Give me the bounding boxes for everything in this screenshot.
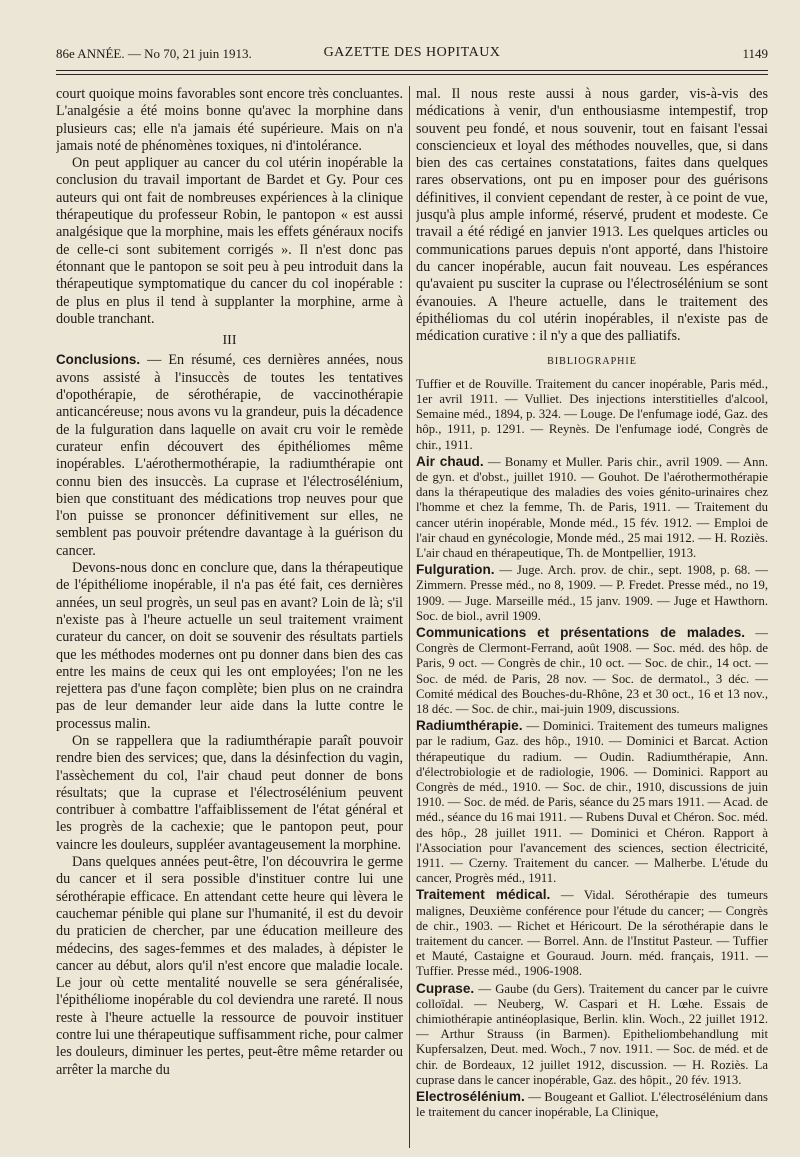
page-number: 1149	[742, 46, 768, 61]
bib-topic-label: Cuprase.	[416, 980, 475, 996]
bib-topic-label: Air chaud.	[416, 453, 484, 469]
paragraph: court quoique moins favorables sont encore très concluantes. L'analgésie a été moins bonne qu'avec la morphine dans plusieurs cas; elle n'a jamais été supérieure. Mais on n'a jamais noté de phénomènes toxiques, ni d'intolérance.	[56, 86, 403, 154]
bibliography-entry: Fulguration. — Juge. Arch. prov. de chir., sept. 1908, p. 68. — Zimmern. Presse méd., no 8, 1909. — P. Fredet. Presse méd., no 19, 1909. — Juge. Marseille méd., 15 janv. 1909. — Juge et Hawthorn. Soc. de biol., avril 1909.	[416, 562, 768, 623]
bibliography-entry: Cuprase. — Gaube (du Gers). Traitement du cancer par le cuivre colloïdal. — Neuberg, W. Caspari et H. Lœhe. Essais de chimiothérapie antinéoplasique, Berlin. klin. Woch., 22 juillet 1912. — Arthur Strauss (in Barmen). Epitheliombehandlung mit Kupfersalzen, Deut. med. Woch., 7 nov. 1911. — Soc. de méd. et de chir. de Bordeaux, 12 juillet 1912, discussion. — H. Roziès. La cuprase dans le cancer inopérable, Gaz. des hôpit., 20 fév. 1913.	[416, 980, 768, 1087]
bib-topic-label: Traitement médical.	[416, 887, 551, 903]
paragraph: mal. Il nous reste aussi à nous garder, vis-à-vis des médications à venir, d'un enthousiasme intempestif, trop souvent peu fondé, et nous souvenir, tout en faisant l'essai consciencieux et loyal des méthodes nouvelles, que, si dans bien des cas certaines constatations, faites dans quelques rares observations, ont pu en imposer pour des guérisons définitives, il convient cependant de rester, à ce point de vue, jusqu'à plus ample informé, réservé, prudent et modeste. Ce travail a été rédigé en janvier 1913. Les quelques articles ou communications parues depuis n'ont apporté, dans l'histoire du cancer inopérable, aucun fait nouveau. Les espérances qu'avaient pu susciter la cuprase ou l'électrosélénium se sont évanouies. A l'heure actuelle, dans le traitement des épithéliomas du col utérin inopérables, il n'existe pas de médication curative : il n'y a que des palliatifs.	[416, 86, 768, 345]
journal-title: GAZETTE DES HOPITAUX	[323, 45, 501, 60]
bib-topic-label: Communications et présentations de malades.	[416, 625, 746, 640]
right-column	[416, 86, 768, 1151]
bibliography-entry: Electrosélénium. — Bougeant et Galliot. L'électrosélénium dans le traitement du cancer inopérable, La Clinique,	[416, 1089, 768, 1120]
column-divider	[409, 86, 410, 1148]
bibliography-entry: Communications et présentations de malades. — Congrès de Clermont-Ferrand, août 1908. — Soc. méd. des hôp. de Paris, 9 oct. — Congrès de chir., 10 oct. — Soc. de chir., 14 oct. — Soc. de méd. de Paris, 28 nov. — Soc. de dermatol., 3 déc. — Comité médical des Bouches-du-Rhône, 23 et 30 oct., 16 et 13 nov., 18 déc. — Soc. de chir., mai-juin 1909, discussions.	[416, 625, 768, 717]
paragraph	[56, 351, 403, 560]
header-rule-top	[56, 70, 768, 71]
bibliography-heading: BIBLIOGRAPHIE	[547, 356, 637, 368]
bibliography-entry: Radiumthérapie. — Dominici. Traitement des tumeurs malignes par le radium, Gaz. des hôp., 1910. — Dominici et Barcat. Action thérapeutique du radium. — Oudin. Radiumthérapie, Ann. d'électrobiologie et de radiologie, 1906. — Dominici. Rapport au Congrès de méd., 1910. — Soc. de chir., 1910, discussions de juin 1910. — Soc. de méd. de Paris, séance du 25 mars 1911. — Acad. de méd., séance du 16 mai 1911. — Rubens Duval et Chéron. Soc. méd. des hôp., 28 juillet 1911. — Dominici et Chéron. Rapport à l'Association pour l'avancement des sciences, section électricité, 1911. — Czerny. Traitement du cancer. — Malherbe. L'étude du cancer, Progrès méd., 1911.	[416, 718, 768, 886]
left-column	[56, 86, 403, 1151]
header-rule-bottom	[56, 74, 768, 75]
bib-topic-label: Radiumthérapie.	[416, 718, 523, 734]
bibliography-entry: Tuffier et de Rouville. Traitement du cancer inopérable, Paris méd., 1er avril 1911. — Vulliet. Des injections interstitielles d'alcool, Semaine méd., 1894, p. 324. — Louge. De l'enfumage iodé, Gaz. des hôp., 1911, p. 1291. — Reynès. De l'enfumage iodé, Congrès de chir., 1911.	[416, 376, 768, 452]
page-header	[56, 44, 768, 66]
paragraph: On se rappellera que la radiumthérapie paraît pouvoir rendre bien des services; que, dans la désinfection du vagin, l'assèchement du col, l'air chaud peut donner de bons résultats; que la cuprase et l'électrosélénium peuvent contribuer à combattre l'affaiblissement de l'état général et les progrès de la cachexie; que le pantopon peut, pour vaincre les douleurs, suppléer avantageusement la morphine.	[56, 732, 403, 853]
bib-topic-label: Electrosélénium.	[416, 1089, 525, 1105]
bibliography-entry: Air chaud. — Bonamy et Muller. Paris chir., avril 1909. — Ann. de gyn. et d'obst., juillet 1910. — Gouhot. De l'aérothermothérapie dans la thérapeutique des maladies des voies génito-urinaires chez l'homme et chez la femme, Th. de Paris, 1911. — Traitement du cancer utérin inopérable, Monde méd., 15 fév. 1912. — Emploi de l'air chaud en gynécologie, Monde méd., 25 mai 1912. — H. Roziès. L'air chaud en thérapeutique, Th. de Montpellier, 1913.	[416, 453, 768, 560]
paragraph-text: — En résumé, ces dernières années, nous avons assisté à l'insuccès de toutes les tentatives d'opothérapie, de sérothérapie, de vaccinothérapie anticancéreuse; nous avons vu la grandeur, puis la décadence de la fulguration dans laquelle on avait cru voir le remède curateur enfin découvert des épithéliomes même inopérables. L'aérothermothérapie, la radiumthérapie ont connu bien des insuccès. La cuprase et l'électrosélénium, bien que constituant des médications trop neuves pour que l'on puisse se prononcer définitivement sur elles, ne semblent pas pouvoir prétendre davantage à la guérison du cancer.	[56, 352, 403, 559]
paragraph: Dans quelques années peut-être, l'on découvrira le germe du cancer et il sera possible d'instituer contre lui une sérothérapie efficace. En attendant cette heure qui lèvera le cauchemar pénible qui plane sur l'humanité, il est du devoir du praticien de chercher, par une éducation meilleure des médecins, des sages-femmes et des malades, à dépister le cancer au début, alors qu'il n'est encore que maladie locale. Le jour où cette mentalité nouvelle se sera généralisée, l'épithéliome inopérable du col deviendra une rareté. Il nous reste à l'heure actuelle la ressource de pouvoir instituer contre lui une thérapeutique suffisamment riche, pour calmer les douleurs, diminuer les pertes, peut-être même retarder ou arrêter la marche du	[56, 854, 403, 1078]
bib-topic-label: Fulguration.	[416, 562, 495, 578]
paragraph: Devons-nous donc en conclure que, dans la thérapeutique de l'épithéliome inopérable, il n'a pas été fait, ces dernières années, un seul progrès, un seul pas en avant? Loin de là; s'il n'existe pas à l'heure actuelle un seul traitement vraiment curateur du cancer, on doit se souvenir des résultats partiels que les méthodes modernes ont pu donner dans bien des cas entre les mains de ceux qui les ont employées; l'on ne les rejettera pas d'une façon complète; bien plus on ne craindra pas de leur demander leur aide dans la lutte contre le processus malin.	[56, 560, 403, 732]
conclusions-heading: Conclusions.	[56, 352, 141, 368]
issue-info: 86e ANNÉE. — No 70, 21 juin 1913.	[56, 46, 252, 61]
bibliography-entry: Traitement médical. — Vidal. Sérothérapie des tumeurs malignes, Deuxième conférence pour l'étude du cancer; — Congrès de chir., 1903. — Richet et Héricourt. De la sérothérapie dans le traitement du cancer. — Borrel. Ann. de l'Institut Pasteur. — Tuffier et Mauté, Castaigne et Gouraud. Journ. méd. français, 1911. — Tuffier. Presse méd., 1906-1908.	[416, 887, 768, 979]
paragraph: On peut appliquer au cancer du col utérin inopérable la conclusion du travail important de Bardet et Gy. Pour ces auteurs qui ont fait de nombreuses expériences à la clinique thérapeutique du professeur Robin, le pantopon « est aussi analgésique que la morphine, mais les effets généraux nocifs de celle-ci sont subitement corrigés ». Il n'est donc pas étonnant que le pantopon se soit peu à peu introduit dans la thérapeutique symptomatique du cancer du col inopérable : de plus en plus il tend à supplanter la morphine, arme à double tranchant.	[56, 155, 403, 327]
section-number: III	[222, 333, 237, 349]
